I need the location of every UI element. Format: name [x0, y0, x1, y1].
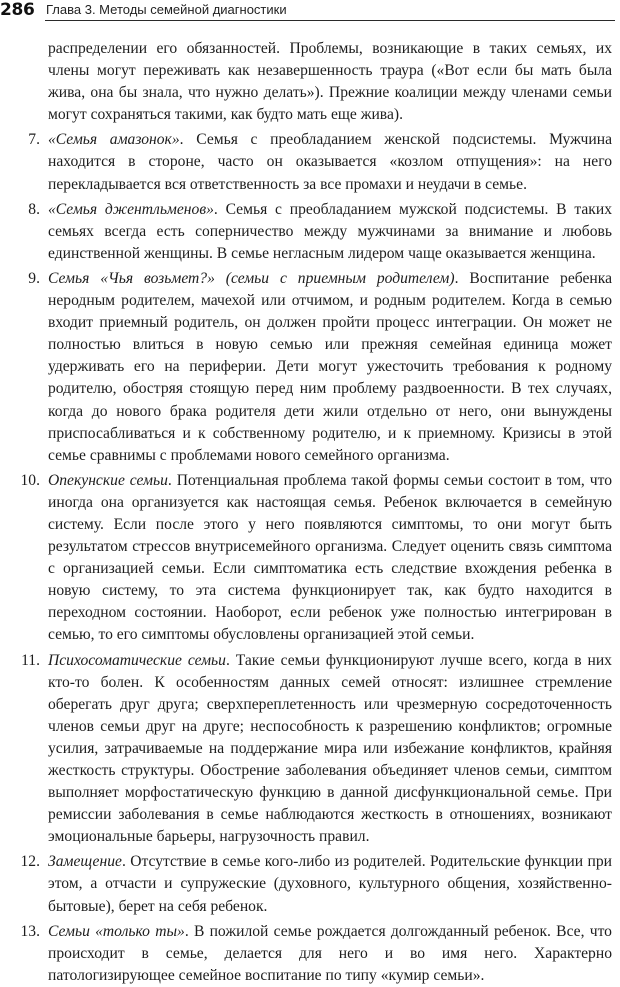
item-text: . Такие семьи функционируют лучше всего, когда в них кто-то болен. К особенностям данных семей относят: излишнее стремление оберегать друг друга; сверхпереплетенность или чрезмерную сосредоточенность членов семьи друг на друге; неспособность к разрешению конфликтов; огромные усилия, затрачиваемые на поддержание мира или избежание конфликтов, крайняя жесткость структуры. Обострение заболевания объединяет членов семьи, симптом выполняет морфостатическую функцию в данной дисфункциональной семье. При ремиссии заболевания в семье наблюдаются жесткость в отношениях, возникают эмоциональные барьеры, нагрузочность правил.	[48, 651, 612, 846]
list-item	[10, 470, 612, 647]
item-term: «Семья амазонок»	[48, 131, 180, 149]
item-text: . Воспитание ребенка неродным родителем, мачехой или отчимом, и родным родителем. Когда в семью входит приемный родитель, он должен пройти процесс интеграции. Он может не полностью влиться в новую семью или прежняя семейная единица может удерживать его на периферии. Дети могут ужесточить требования к родному родителю, обостряя стоящую перед ним проблему раздвоенности. В тех случаях, когда до нового брака родителя дети жили отдельно от него, они вынуждены приспосабливаться и к собственному родителю, и к приемному. Кризисы в этой семье сравнимы с проблемами нового семейного организма.	[48, 269, 612, 464]
item-text: . Отсутствие в семье кого-либо из родителей. Родительские функции при этом, а отчасти и супружеские (духовного, культурного общения, хозяйственно-бытовые), берет на себя ребенок.	[48, 853, 612, 915]
list-item	[10, 921, 612, 987]
item-term: Опекунские семьи	[48, 471, 168, 489]
page-number: 286	[0, 0, 35, 20]
item-term: Семьи «только ты»	[48, 922, 185, 940]
item-text: . Семья с преобладанием мужской подсистемы. В таких семьях всегда есть соперничество между мужчинами за внимание и любовь единственной женщины. В семье негласным лидером чаще оказывается женщина.	[48, 200, 612, 262]
continuation-paragraph: распределении его обязанностей. Проблемы, возникающие в таких семьях, их члены могут переживать как незавершенность траура («Вот если бы мать была жива, она бы знала, что нужно делать»). Прежние коалиции между членами семьи могут сохраняться такими, как будто мать еще жива).	[48, 40, 612, 124]
body-text	[10, 38, 612, 987]
header-rule	[45, 20, 615, 21]
item-number: 10.	[20, 471, 40, 489]
item-number: 9.	[28, 269, 40, 287]
page-header	[0, 0, 620, 22]
list-item	[10, 199, 612, 265]
item-number: 13.	[20, 922, 40, 940]
item-term: «Семья джентльменов»	[48, 200, 214, 218]
list-item	[10, 268, 612, 467]
item-term: Замещение	[48, 853, 122, 871]
item-term: Психосоматические семьи	[48, 651, 226, 669]
item-text: . Потенциальная проблема такой формы семьи состоит в том, что иногда она организуется как настоящая семья. Ребенок включается в семейную систему. Если после этого у него появляются симптомы, то они могут быть результатом стрессов внутрисемейного организма. Следует оценить связь симптома с организацией семьи. Если симптоматика есть следствие вхождения ребенка в новую систему, то эта система функционирует так, как будто находится в переходном состоянии. Наоборот, если ребенок уже полностью интегрирован в семью, то его симптомы обусловлены организацией этой семьи.	[48, 471, 612, 644]
list-item	[10, 851, 612, 917]
item-number: 8.	[28, 200, 40, 218]
item-term: Семья «Чья возьмет?» (семьи с приемным родителем)	[48, 269, 455, 287]
item-number: 11.	[21, 651, 40, 669]
list-item	[10, 129, 612, 195]
item-text: . Семья с преобладанием женской подсистемы. Мужчина находится в стороне, часто он оказывается «козлом отпущения»: на него перекладывается вся ответственность за все промахи и неудачи в семье.	[48, 131, 612, 193]
item-number: 12.	[20, 853, 40, 871]
list-item	[10, 650, 612, 849]
item-text: . В пожилой семье рождается долгожданный ребенок. Все, что происходит в семье, делается для него и во имя него. Характерно патологизирующее семейное воспитание по типу «кумир семьи».	[48, 922, 612, 984]
item-number: 7.	[28, 131, 40, 149]
running-title: Глава 3. Методы семейной диагностики	[46, 2, 287, 17]
